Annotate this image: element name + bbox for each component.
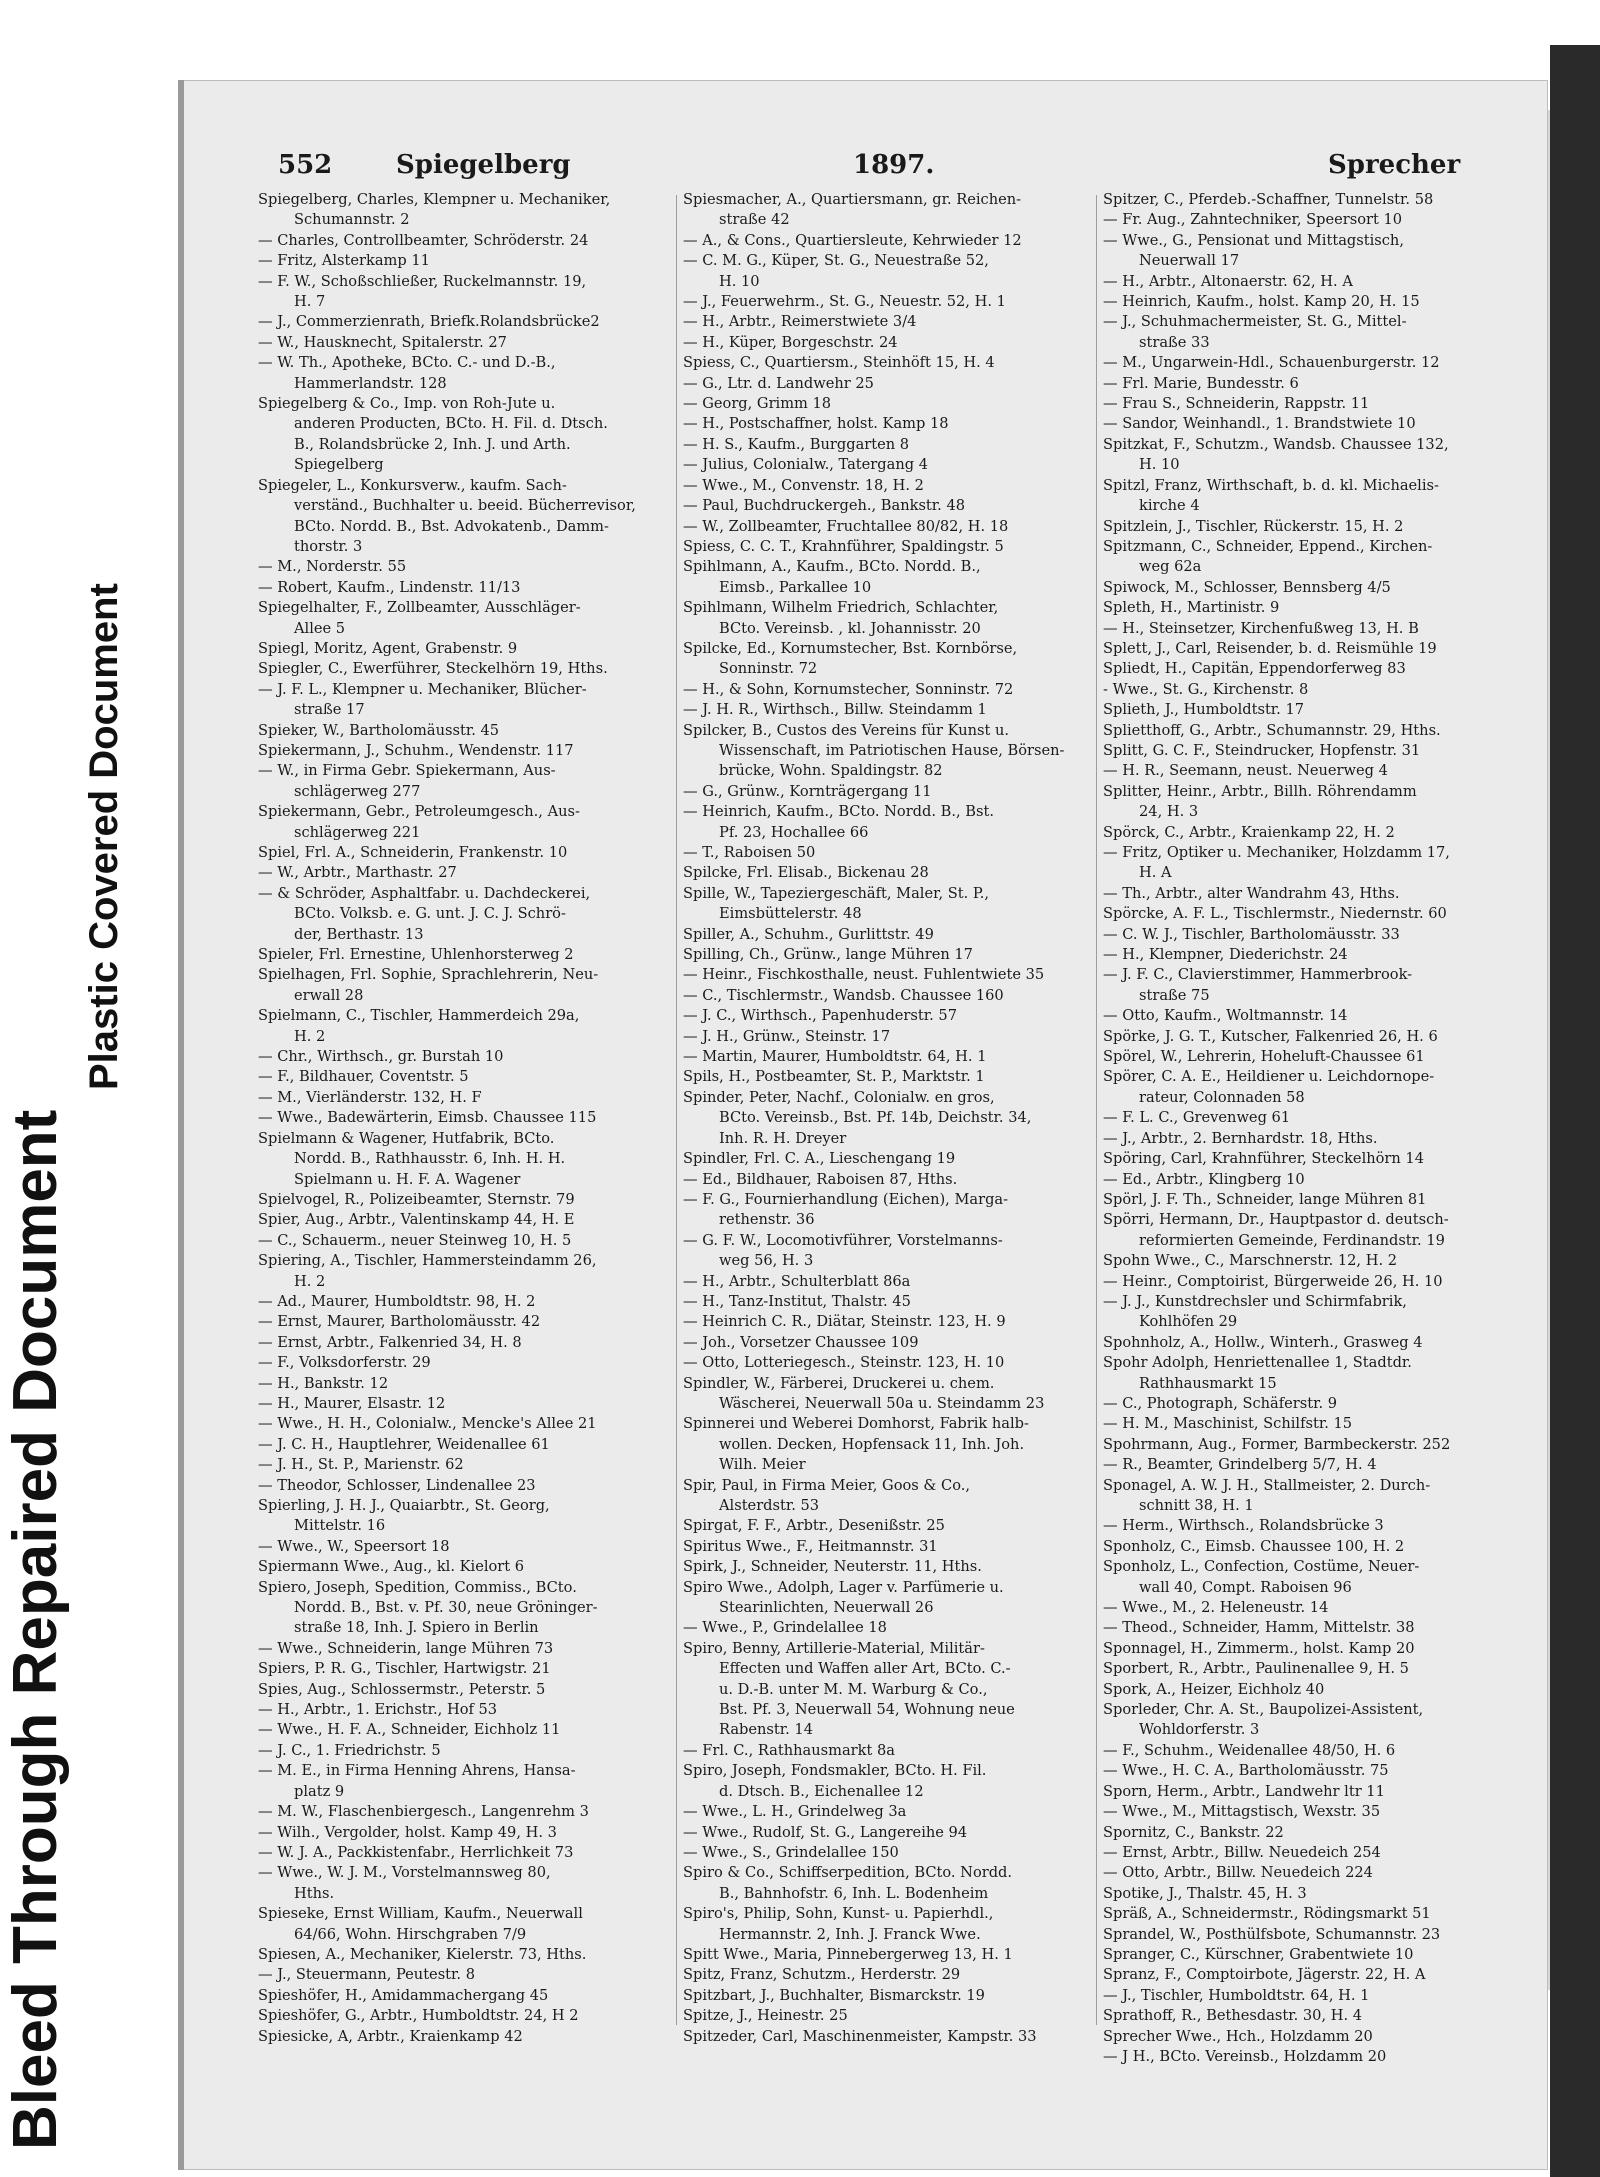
directory-line: — Wwe., Rudolf, St. G., Langereihe 94 (683, 1823, 968, 1841)
directory-line: — Heinrich, Kaufm., holst. Kamp 20, H. 15 (1103, 293, 1420, 311)
directory-line: — Ad., Maurer, Humboldtstr. 98, H. 2 (258, 1292, 536, 1310)
directory-line: — Sandor, Weinhandl., 1. Brandstwiete 10 (1103, 415, 1416, 433)
directory-line: H. 2 (294, 1272, 326, 1290)
directory-line: wall 40, Compt. Raboisen 96 (1139, 1578, 1352, 1596)
directory-line: Sponagel, A. W. J. H., Stallmeister, 2. Durch- (1103, 1476, 1431, 1494)
directory-line: — H., Bankstr. 12 (258, 1374, 389, 1392)
directory-line: Spier, Aug., Arbtr., Valentinskamp 44, H. E (258, 1211, 575, 1229)
directory-line: — F., Volksdorferstr. 29 (258, 1354, 431, 1372)
directory-line: — Julius, Colonialw., Tatergang 4 (683, 456, 928, 474)
directory-line: — Ed., Arbtr., Klingberg 10 (1103, 1170, 1305, 1188)
directory-line: — Georg, Grimm 18 (683, 395, 832, 413)
directory-line: — J., Tischler, Humboldtstr. 64, H. 1 (1103, 1986, 1370, 2004)
directory-line: Spiermann Wwe., Aug., kl. Kielort 6 (258, 1558, 525, 1576)
directory-line: BCto. Volksb. e. G. unt. J. C. J. Schrö- (294, 905, 566, 923)
directory-line: Spitz, Franz, Schutzm., Herderstr. 29 (683, 1966, 961, 1984)
directory-line: — J., Feuerwehrm., St. G., Neuestr. 52, H. 1 (683, 293, 1006, 311)
directory-line: — J. F. C., Clavierstimmer, Hammerbrook- (1103, 966, 1413, 984)
directory-line: Spinder, Peter, Nachf., Colonialw. en gros, (683, 1088, 995, 1106)
directory-line: — J. C., Wirthsch., Papenhuderstr. 57 (683, 1007, 957, 1025)
directory-line: H. 2 (294, 1027, 326, 1045)
directory-line: weg 62a (1139, 558, 1202, 576)
directory-line: Spieker, W., Bartholomäusstr. 45 (258, 721, 500, 739)
directory-line: Wilh. Meier (719, 1456, 806, 1474)
directory-line: Spilcke, Ed., Kornumstecher, Bst. Kornbörse, (683, 639, 1018, 657)
directory-line: Sprandel, W., Posthülfsbote, Schumannstr. 23 (1103, 1925, 1441, 1943)
directory-line: Allee 5 (294, 619, 346, 637)
directory-line: Hths. (294, 1884, 335, 1902)
directory-line: — C., Photograph, Schäferstr. 9 (1103, 1394, 1338, 1412)
directory-line: Spiro's, Philip, Sohn, Kunst- u. Papierhdl., (683, 1905, 994, 1923)
directory-line: Pf. 23, Hochallee 66 (719, 823, 869, 841)
directory-line: Spiesicke, A, Arbtr., Kraienkamp 42 (258, 2027, 523, 2045)
directory-line: — R., Beamter, Grindelberg 5/7, H. 4 (1103, 1456, 1377, 1474)
directory-line: Wohldorferstr. 3 (1139, 1721, 1260, 1739)
directory-line: — Wilh., Vergolder, holst. Kamp 49, H. 3 (258, 1823, 557, 1841)
directory-line: Kohlhöfen 29 (1139, 1313, 1238, 1331)
directory-line: rethenstr. 36 (719, 1211, 815, 1229)
directory-line: — J., Arbtr., 2. Bernhardstr. 18, Hths. (1103, 1129, 1378, 1147)
directory-line: schlägerweg 277 (294, 782, 421, 800)
directory-line: Spohrmann, Aug., Former, Barmbeckerstr. 252 (1103, 1435, 1451, 1453)
directory-line: Spielvogel, R., Polizeibeamter, Sternstr. 79 (258, 1190, 575, 1208)
directory-line: Rabenstr. 14 (719, 1721, 813, 1739)
directory-line: — Wwe., W., Speersort 18 (258, 1537, 450, 1555)
directory-line: 24, H. 3 (1139, 803, 1199, 821)
directory-line: d. Dtsch. B., Eichenallee 12 (719, 1782, 924, 1800)
directory-line: — H., Arbtr., Reimerstwiete 3/4 (683, 313, 917, 331)
directory-line: — Th., Arbtr., alter Wandrahm 43, Hths. (1103, 884, 1400, 902)
directory-line: — W. Th., Apotheke, BCto. C.- und D.-B., (258, 354, 556, 372)
directory-line: — Wwe., M., Convenstr. 18, H. 2 (683, 476, 924, 494)
directory-line: — W., Zollbeamter, Fruchtallee 80/82, H. 18 (683, 517, 1009, 535)
directory-line: Nordd. B., Rathhausstr. 6, Inh. H. H. (294, 1150, 566, 1168)
directory-line: Spieler, Frl. Ernestine, Uhlenhorsterweg 2 (258, 946, 574, 964)
directory-line: — Wwe., H. F. A., Schneider, Eichholz 11 (258, 1721, 561, 1739)
directory-line: Spirgat, F. F., Arbtr., Desenißstr. 25 (683, 1517, 945, 1535)
directory-line: Spiegl, Moritz, Agent, Grabenstr. 9 (258, 639, 518, 657)
directory-line: — Wwe., W. J. M., Vorstelmannsweg 80, (258, 1864, 551, 1882)
directory-column-right (1103, 190, 1513, 2067)
directory-line: Spils, H., Postbeamter, St. P., Marktstr. 1 (683, 1068, 985, 1086)
directory-line: Hermannstr. 2, Inh. J. Franck Wwe. (719, 1925, 981, 1943)
directory-line: Spranz, F., Comptoirbote, Jägerstr. 22, H. A (1103, 1966, 1426, 1984)
directory-line: Spiritus Wwe., F., Heitmannstr. 31 (683, 1537, 938, 1555)
directory-line: — J. H., St. P., Marienstr. 62 (258, 1456, 464, 1474)
directory-line: — J., Commerzienrath, Briefk.Rolandsbrücke2 (258, 313, 600, 331)
directory-line: Spiesen, A., Mechaniker, Kielerstr. 73, Hths. (258, 1945, 587, 1963)
directory-line: Sprathoff, R., Bethesdastr. 30, H. 4 (1103, 2007, 1363, 2025)
directory-line: H. 7 (294, 293, 326, 311)
directory-line: H. A (1139, 864, 1172, 882)
directory-line: — Heinr., Fischkosthalle, neust. Fuhlentwiete 35 (683, 966, 1045, 984)
directory-line: straße 75 (1139, 986, 1210, 1004)
directory-line: — Paul, Buchdruckergeh., Bankstr. 48 (683, 497, 966, 515)
directory-line: schnitt 38, H. 1 (1139, 1497, 1254, 1514)
directory-line: — Wwe., M., 2. Heleneustr. 14 (1103, 1599, 1329, 1617)
directory-line: Sporn, Herm., Arbtr., Landwehr ltr 11 (1103, 1782, 1385, 1800)
directory-line: Spitzl, Franz, Wirthschaft, b. d. kl. Michaelis- (1103, 476, 1439, 494)
directory-line: Splett, J., Carl, Reisender, b. d. Reismühle 19 (1103, 639, 1437, 657)
directory-line: Spleth, H., Martinistr. 9 (1103, 599, 1280, 617)
directory-line: Spiro, Benny, Artillerie-Material, Militär- (683, 1639, 985, 1657)
directory-line: Spiegeler, L., Konkursverw., kaufm. Sach- (258, 476, 567, 494)
directory-line: Spielhagen, Frl. Sophie, Sprachlehrerin, Neu- (258, 966, 599, 984)
directory-line: — & Schröder, Asphaltfabr. u. Dachdeckerei, (258, 884, 591, 902)
directory-line: — H., Klempner, Diederichstr. 24 (1103, 946, 1348, 964)
directory-line: Spräß, A., Schneidermstr., Rödingsmarkt 51 (1103, 1905, 1431, 1923)
directory-line: Splietthoff, G., Arbtr., Schumannstr. 29, Hths. (1103, 721, 1441, 739)
directory-line: Nordd. B., Bst. v. Pf. 30, neue Gröninger- (294, 1599, 598, 1617)
directory-line: Effecten und Waffen aller Art, BCto. C.- (719, 1660, 1011, 1678)
directory-line: Spiegelhalter, F., Zollbeamter, Ausschläger- (258, 599, 581, 617)
directory-line: — Wwe., M., Mittagstisch, Wexstr. 35 (1103, 1803, 1381, 1821)
directory-line: — Wwe., Badewärterin, Eimsb. Chaussee 115 (258, 1109, 597, 1127)
directory-line: — C., Schauerm., neuer Steinweg 10, H. 5 (258, 1231, 572, 1249)
directory-line: Spilcke, Frl. Elisab., Bickenau 28 (683, 864, 929, 882)
directory-line: — Frl. C., Rathhausmarkt 8a (683, 1741, 895, 1759)
side-label-plastic: Plastic Covered Document (82, 583, 126, 1090)
directory-line: — W., Arbtr., Marthastr. 27 (258, 864, 457, 882)
directory-line: rateur, Colonnaden 58 (1139, 1088, 1305, 1106)
directory-line: platz 9 (294, 1782, 345, 1800)
directory-line: B., Rolandsbrücke 2, Inh. J. und Arth. (294, 435, 571, 453)
directory-line: — Ernst, Arbtr., Falkenried 34, H. 8 (258, 1333, 522, 1351)
directory-line: — Heinrich, Kaufm., BCto. Nordd. B., Bst. (683, 803, 995, 821)
directory-line: — J., Steuermann, Peutestr. 8 (258, 1966, 475, 1984)
directory-line: Spörer, C. A. E., Heildiener u. Leichdornope- (1103, 1068, 1435, 1086)
directory-line: — Ernst, Maurer, Bartholomäusstr. 42 (258, 1313, 541, 1331)
directory-line: B., Bahnhofstr. 6, Inh. L. Bodenheim (719, 1884, 989, 1902)
directory-line: H. 10 (1139, 456, 1180, 474)
directory-line: — G. F. W., Locomotivführer, Vorstelmanns- (683, 1231, 1003, 1249)
directory-line: Spiegelberg, Charles, Klempner u. Mechaniker, (258, 191, 611, 208)
directory-line: Spiess, C., Quartiersm., Steinhöft 15, H. 4 (683, 354, 995, 372)
directory-line: Spitzlein, J., Tischler, Rückerstr. 15, H. 2 (1103, 517, 1404, 535)
directory-line: Alsterdstr. 53 (719, 1497, 820, 1514)
column-divider (1096, 195, 1097, 2025)
directory-line: — J. J., Kunstdrechsler und Schirmfabrik, (1103, 1292, 1407, 1310)
directory-line: — H., & Sohn, Kornumstecher, Sonninstr. 72 (683, 680, 1014, 698)
directory-line: — Joh., Vorsetzer Chaussee 109 (683, 1333, 919, 1351)
directory-line: Wäscherei, Neuerwall 50a u. Steindamm 23 (719, 1394, 1045, 1412)
directory-line: Inh. R. H. Dreyer (719, 1129, 847, 1147)
directory-line: — H., Postschaffner, holst. Kamp 18 (683, 415, 949, 433)
directory-line: Spinnerei und Weberei Domhorst, Fabrik halb- (683, 1415, 1029, 1433)
directory-line: Spiwock, M., Schlosser, Bennsberg 4/5 (1103, 578, 1391, 596)
directory-line: Splieth, J., Humboldtstr. 17 (1103, 701, 1305, 719)
directory-line: weg 56, H. 3 (719, 1252, 814, 1270)
directory-line: Eimsbüttelerstr. 48 (719, 905, 862, 923)
directory-line: Spieshöfer, G., Arbtr., Humboldtstr. 24, H 2 (258, 2007, 579, 2025)
directory-line: Splitter, Heinr., Arbtr., Billh. Röhrendamm (1103, 782, 1417, 800)
directory-line: Sponholz, L., Confection, Costüme, Neuer- (1103, 1558, 1420, 1576)
directory-line: erwall 28 (294, 986, 364, 1004)
directory-line: verständ., Buchhalter u. beeid. Bücherrevisor, (294, 497, 636, 515)
directory-line: Spiel, Frl. A., Schneiderin, Frankenstr. 10 (258, 844, 568, 861)
directory-line: — F. W., Schoßschließer, Ruckelmannstr. 19, (258, 272, 587, 290)
directory-line: Mittelstr. 16 (294, 1517, 386, 1535)
directory-line: — Wwe., S., Grindelallee 150 (683, 1843, 899, 1861)
directory-line: — H., Maurer, Elsastr. 12 (258, 1394, 446, 1412)
directory-line: — F. G., Fournierhandlung (Eichen), Marga- (683, 1190, 1009, 1208)
directory-line: reformierten Gemeinde, Ferdinandstr. 19 (1139, 1231, 1445, 1249)
directory-line: straße 42 (719, 211, 790, 229)
directory-line: Spindler, W., Färberei, Druckerei u. chem. (683, 1374, 995, 1392)
directory-line: — Otto, Kaufm., Woltmannstr. 14 (1103, 1007, 1348, 1025)
directory-line: Spindler, Frl. C. A., Lieschengang 19 (683, 1150, 956, 1168)
directory-line: — Fr. Aug., Zahntechniker, Speersort 10 (1103, 211, 1403, 229)
directory-line: Bst. Pf. 3, Neuerwall 54, Wohnung neue (719, 1701, 1015, 1719)
directory-line: Spörcke, A. F. L., Tischlermstr., Niedernstr. 60 (1103, 905, 1447, 923)
directory-line: — H. S., Kaufm., Burggarten 8 (683, 435, 910, 453)
directory-line: Spiekermann, J., Schuhm., Wendenstr. 117 (258, 741, 574, 759)
directory-line: brücke, Wohn. Spaldingstr. 82 (719, 762, 943, 780)
side-label-repaired: Bleed Through Repaired Document (1, 1109, 70, 2150)
directory-line: — M. E., in Firma Henning Ahrens, Hansa- (258, 1762, 576, 1780)
directory-line: Sponnagel, H., Zimmerm., holst. Kamp 20 (1103, 1639, 1415, 1657)
directory-line: Spiesmacher, A., Quartiersmann, gr. Reichen- (683, 191, 1022, 208)
directory-line: — G., Ltr. d. Landwehr 25 (683, 374, 874, 392)
directory-line: Rathhausmarkt 15 (1139, 1374, 1277, 1392)
directory-line: Spielmann & Wagener, Hutfabrik, BCto. (258, 1129, 555, 1147)
directory-line: kirche 4 (1139, 497, 1200, 515)
directory-line: Spiro & Co., Schiffserpedition, BCto. Nordd. (683, 1864, 1013, 1882)
directory-line: — W. J. A., Packkistenfabr., Herrlichkeit 73 (258, 1843, 574, 1861)
directory-line: Spörck, C., Arbtr., Kraienkamp 22, H. 2 (1103, 823, 1395, 841)
directory-line: Spihlmann, A., Kaufm., BCto. Nordd. B., (683, 558, 981, 576)
directory-line: — Wwe., P., Grindelallee 18 (683, 1619, 887, 1637)
directory-line: Spiers, P. R. G., Tischler, Hartwigstr. 21 (258, 1660, 551, 1678)
directory-line: — Martin, Maurer, Humboldtstr. 64, H. 1 (683, 1048, 987, 1066)
directory-line: Spranger, C., Kürschner, Grabentwiete 10 (1103, 1945, 1414, 1963)
directory-line: — Wwe., G., Pensionat und Mittagstisch, (1103, 231, 1404, 249)
directory-line: der, Berthastr. 13 (294, 925, 424, 943)
directory-line: Spörel, W., Lehrerin, Hoheluft-Chaussee 61 (1103, 1048, 1425, 1066)
directory-line: — J., Schuhmachermeister, St. G., Mittel- (1103, 313, 1407, 331)
directory-line: — C., Tischlermstr., Wandsb. Chaussee 160 (683, 986, 1004, 1004)
directory-line: Hammerlandstr. 128 (294, 374, 447, 392)
directory-line: — W., in Firma Gebr. Spiekermann, Aus- (258, 762, 556, 780)
directory-line: — T., Raboisen 50 (683, 844, 816, 861)
directory-line: Spies, Aug., Schlossermstr., Peterstr. 5 (258, 1680, 546, 1698)
directory-line: Eimsb., Parkallee 10 (719, 578, 872, 596)
directory-line: straße 33 (1139, 333, 1210, 351)
directory-line: BCto. Vereinsb., Bst. Pf. 14b, Deichstr. 34, (719, 1109, 1032, 1127)
directory-line: Spihlmann, Wilhelm Friedrich, Schlachter, (683, 599, 999, 617)
directory-line: 64/66, Wohn. Hirschgraben 7/9 (294, 1925, 527, 1943)
directory-line: Spielmann u. H. F. A. Wagener (294, 1170, 521, 1188)
directory-line: — Otto, Lotteriegesch., Steinstr. 123, H. 10 (683, 1354, 1005, 1372)
directory-line: Schumannstr. 2 (294, 211, 410, 229)
directory-line: — M., Vierländerstr. 132, H. F (258, 1088, 482, 1106)
directory-line: Spohr Adolph, Henriettenallee 1, Stadtdr. (1103, 1354, 1412, 1372)
directory-line: Spielmann, C., Tischler, Hammerdeich 29a, (258, 1007, 580, 1025)
directory-line: — Fritz, Alsterkamp 11 (258, 252, 430, 270)
directory-line: — F., Schuhm., Weidenallee 48/50, H. 6 (1103, 1741, 1396, 1759)
directory-line: Spilling, Ch., Grünw., lange Mühren 17 (683, 946, 973, 964)
header-left-word: Spiegelberg (396, 150, 571, 180)
directory-line: — H., Arbtr., Altonaerstr. 62, H. A (1103, 272, 1353, 290)
directory-line: — Herm., Wirthsch., Rolandsbrücke 3 (1103, 1517, 1384, 1535)
directory-line: — Ernst, Arbtr., Billw. Neuedeich 254 (1103, 1843, 1381, 1861)
directory-line: Sonninstr. 72 (719, 660, 818, 678)
directory-line: Spiegelberg & Co., Imp. von Roh-Jute u. (258, 395, 556, 413)
header-right-word: Sprecher (1328, 150, 1461, 180)
directory-line: — Heinrich C. R., Diätar, Steinstr. 123, H. 9 (683, 1313, 1006, 1331)
directory-line: Spiering, A., Tischler, Hammersteindamm 26, (258, 1252, 597, 1270)
directory-line: — H., Steinsetzer, Kirchenfußweg 13, H. B (1103, 619, 1419, 637)
directory-line: Spornitz, C., Bankstr. 22 (1103, 1823, 1284, 1841)
directory-line: Spitzkat, F., Schutzm., Wandsb. Chaussee 132, (1103, 435, 1449, 453)
directory-line: wollen. Decken, Hopfensack 11, Inh. Joh. (719, 1435, 1025, 1453)
directory-line: — J H., BCto. Vereinsb., Holzdamm 20 (1103, 2047, 1387, 2065)
directory-line: — F. L. C., Grevenweg 61 (1103, 1109, 1291, 1127)
directory-line: Spiero, Joseph, Spedition, Commiss., BCto. (258, 1578, 577, 1596)
directory-line: Spiegler, C., Ewerführer, Steckelhörn 19, Hths. (258, 660, 608, 678)
directory-line: straße 18, Inh. J. Spiero in Berlin (294, 1619, 539, 1637)
directory-line: — F., Bildhauer, Coventstr. 5 (258, 1068, 469, 1086)
directory-line: — C. W. J., Tischler, Bartholomäusstr. 33 (1103, 925, 1400, 943)
directory-line: — A., & Cons., Quartiersleute, Kehrwieder 12 (683, 231, 1022, 249)
directory-line: Spörl, J. F. Th., Schneider, lange Mühren 81 (1103, 1190, 1427, 1208)
directory-line: H. 10 (719, 272, 760, 290)
directory-line: — Heinr., Comptoirist, Bürgerweide 26, H. 10 (1103, 1272, 1443, 1290)
columns-container (178, 0, 1548, 2177)
directory-line: — H., Küper, Borgeschstr. 24 (683, 333, 898, 351)
directory-line: u. D.-B. unter M. M. Warburg & Co., (719, 1680, 988, 1698)
directory-column-middle (683, 190, 1093, 2047)
directory-line: Spir, Paul, in Firma Meier, Goos & Co., (683, 1476, 971, 1494)
directory-line: — Robert, Kaufm., Lindenstr. 11/13 (258, 578, 521, 596)
directory-line: Spörri, Hermann, Dr., Hauptpastor d. deutsch- (1103, 1211, 1449, 1229)
directory-line: Spiegelberg (294, 456, 384, 474)
directory-line: Wissenschaft, im Patriotischen Hause, Börsen- (719, 741, 1065, 759)
directory-line: Sporbert, R., Arbtr., Paulinenallee 9, H. 5 (1103, 1660, 1409, 1678)
directory-line: — H., Tanz-Institut, Thalstr. 45 (683, 1292, 911, 1310)
directory-line: Spille, W., Tapeziergeschäft, Maler, St. P., (683, 884, 990, 902)
column-divider (676, 195, 677, 2025)
directory-line: — Frl. Marie, Bundesstr. 6 (1103, 374, 1299, 392)
directory-line: — M., Norderstr. 55 (258, 558, 407, 576)
directory-line: Spitzbart, J., Buchhalter, Bismarckstr. 19 (683, 1986, 985, 2004)
dark-scan-edge (1550, 45, 1600, 2177)
directory-line: — J. H. R., Wirthsch., Billw. Steindamm 1 (683, 701, 987, 719)
directory-line: Spohn Wwe., C., Marschnerstr. 12, H. 2 (1103, 1252, 1398, 1270)
directory-line: Spitzmann, C., Schneider, Eppend., Kirchen- (1103, 537, 1433, 555)
directory-line: — Charles, Controllbeamter, Schröderstr. 24 (258, 231, 589, 249)
directory-line: Neuerwall 17 (1139, 252, 1240, 270)
directory-line: Sprecher Wwe., Hch., Holzdamm 20 (1103, 2027, 1373, 2045)
directory-line: Spierling, J. H. J., Quaiarbtr., St. Georg, (258, 1497, 550, 1514)
directory-line: — J. F. L., Klempner u. Mechaniker, Blücher- (258, 680, 587, 698)
directory-line: Spiekermann, Gebr., Petroleumgesch., Aus- (258, 803, 580, 821)
directory-line: — G., Grünw., Kornträgergang 11 (683, 782, 932, 800)
directory-line: Spotike, J., Thalstr. 45, H. 3 (1103, 1884, 1307, 1902)
directory-line: schlägerweg 221 (294, 823, 421, 841)
directory-line: Spöring, Carl, Krahnführer, Steckelhörn 14 (1103, 1150, 1425, 1168)
directory-line: Spohnholz, A., Hollw., Winterh., Grasweg 4 (1103, 1333, 1423, 1351)
directory-line: — Ed., Bildhauer, Raboisen 87, Hths. (683, 1170, 958, 1188)
directory-line: — H. R., Seemann, neust. Neuerweg 4 (1103, 762, 1388, 780)
directory-line: Spirk, J., Schneider, Neuterstr. 11, Hths. (683, 1558, 982, 1576)
directory-line: — Fritz, Optiker u. Mechaniker, Holzdamm 17, (1103, 844, 1450, 861)
page-number: 552 (278, 150, 333, 180)
directory-line: Splitt, G. C. F., Steindrucker, Hopfenstr. 31 (1103, 741, 1421, 759)
directory-line: Spiess, C. C. T., Krahnführer, Spaldingstr. 5 (683, 537, 1004, 555)
directory-line: — Theod., Schneider, Hamm, Mittelstr. 38 (1103, 1619, 1415, 1637)
directory-line: — Theodor, Schlosser, Lindenallee 23 (258, 1476, 536, 1494)
directory-line: — M. W., Flaschenbiergesch., Langenrehm 3 (258, 1803, 589, 1821)
directory-line: Spitze, J., Heinestr. 25 (683, 2007, 848, 2025)
directory-line: Spiro Wwe., Adolph, Lager v. Parfümerie u. (683, 1578, 1004, 1596)
directory-line: Spork, A., Heizer, Eichholz 40 (1103, 1680, 1325, 1698)
directory-line: — Otto, Arbtr., Billw. Neuedeich 224 (1103, 1864, 1373, 1882)
directory-line: — Wwe., H. C. A., Bartholomäusstr. 75 (1103, 1762, 1389, 1780)
directory-line: Spiller, A., Schuhm., Gurlittstr. 49 (683, 925, 934, 943)
directory-line: — J. H., Grünw., Steinstr. 17 (683, 1027, 891, 1045)
directory-line: — Wwe., L. H., Grindelweg 3a (683, 1803, 907, 1821)
directory-line: — Wwe., H. H., Colonialw., Mencke's Allee 21 (258, 1415, 597, 1433)
directory-line: Sponholz, C., Eimsb. Chaussee 100, H. 2 (1103, 1537, 1405, 1555)
directory-line: Spitt Wwe., Maria, Pinnebergerweg 13, H. 1 (683, 1945, 1013, 1963)
directory-line: Spieshöfer, H., Amidammachergang 45 (258, 1986, 549, 2004)
directory-line: straße 17 (294, 701, 365, 719)
directory-line: anderen Producten, BCto. H. Fil. d. Dtsch. (294, 415, 608, 433)
directory-line: BCto. Nordd. B., Bst. Advokatenb., Damm- (294, 517, 609, 535)
directory-line: — H., Arbtr., Schulterblatt 86a (683, 1272, 911, 1290)
directory-line: — J. C. H., Hauptlehrer, Weidenallee 61 (258, 1435, 550, 1453)
directory-column-left (258, 190, 668, 2047)
directory-line: — H. M., Maschinist, Schilfstr. 15 (1103, 1415, 1353, 1433)
header-year: 1897. (853, 150, 935, 180)
directory-line: Spiro, Joseph, Fondsmakler, BCto. H. Fil. (683, 1762, 987, 1780)
directory-line: — Chr., Wirthsch., gr. Burstah 10 (258, 1048, 504, 1066)
directory-line: — W., Hausknecht, Spitalerstr. 27 (258, 333, 507, 351)
directory-line: Spieseke, Ernst William, Kaufm., Neuerwall (258, 1905, 583, 1923)
directory-line: — C. M. G., Küper, St. G., Neuestraße 52, (683, 252, 989, 270)
directory-line: Spörke, J. G. T., Kutscher, Falkenried 26, H. 6 (1103, 1027, 1438, 1045)
directory-line: — Frau S., Schneiderin, Rappstr. 11 (1103, 395, 1370, 413)
directory-line: Sporleder, Chr. A. St., Baupolizei-Assistent, (1103, 1701, 1424, 1719)
directory-line: — J. C., 1. Friedrichstr. 5 (258, 1741, 441, 1759)
directory-line: Spitzeder, Carl, Maschinenmeister, Kampstr. 33 (683, 2027, 1037, 2045)
directory-line: Spliedt, H., Capitän, Eppendorferweg 83 (1103, 660, 1406, 678)
directory-line: Spitzer, C., Pferdeb.-Schaffner, Tunnelstr. 58 (1103, 191, 1434, 208)
directory-line: - Wwe., St. G., Kirchenstr. 8 (1103, 680, 1309, 698)
directory-line: Spilcker, B., Custos des Vereins für Kunst u. (683, 721, 1010, 739)
directory-line: Stearinlichten, Neuerwall 26 (719, 1599, 934, 1617)
directory-line: — H., Arbtr., 1. Erichstr., Hof 53 (258, 1701, 498, 1719)
directory-line: — Wwe., Schneiderin, lange Mühren 73 (258, 1639, 554, 1657)
directory-line: — M., Ungarwein-Hdl., Schauenburgerstr. 12 (1103, 354, 1440, 372)
directory-line: BCto. Vereinsb. , kl. Johannisstr. 20 (719, 619, 981, 637)
directory-line: thorstr. 3 (294, 537, 363, 555)
